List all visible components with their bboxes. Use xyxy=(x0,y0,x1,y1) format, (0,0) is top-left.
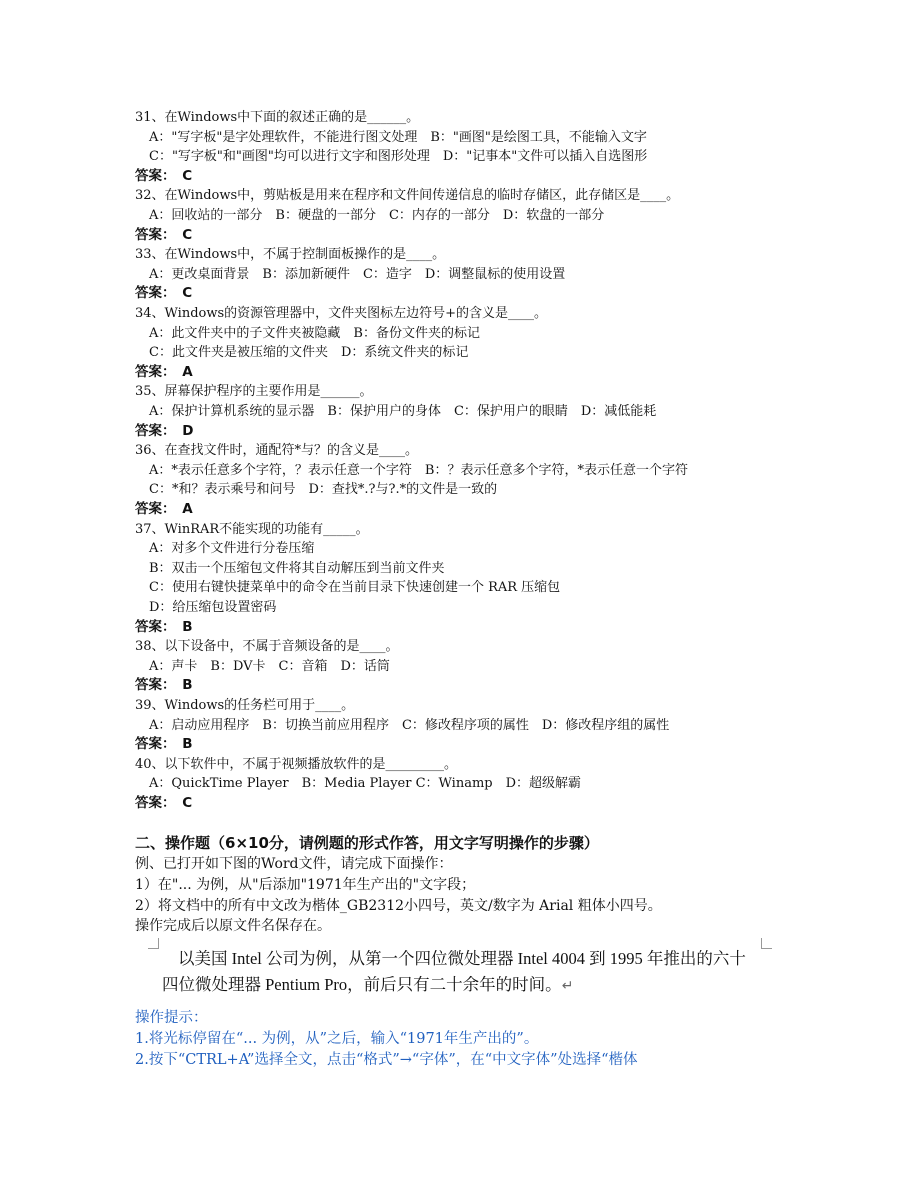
answer-line: 答案： C xyxy=(135,285,193,302)
option-line: A：更改桌面背景 B：添加新硬件 C：造字 D：调整鼠标的使用设置 xyxy=(149,266,566,282)
option-line: A：启动应用程序 B：切换当前应用程序 C：修改程序项的属性 D：修改程序组的属性 xyxy=(149,717,670,733)
option-line: A：回收站的一部分 B：硬盘的一部分 C：内存的一部分 D：软盘的一部分 xyxy=(149,208,605,223)
option-line: A：声卡 B：DV卡 C：音箱 D：话筒 xyxy=(149,658,390,674)
hint-line-1: 1.将光标停留在“... 为例，从”之后，输入“1971年生产出的”。 xyxy=(135,1031,539,1047)
option-line: A：此文件夹中的子文件夹被隐藏 B：备份文件夹的标记 xyxy=(149,325,480,341)
question-39: 39、Windows的任务栏可用于____。 xyxy=(135,698,355,713)
answer-line: 答案： A xyxy=(135,501,193,517)
paragraph-mark-icon: ↵ xyxy=(561,979,574,994)
option-line: A："写字板"是字处理软件，不能进行图文处理 B："画图"是绘图工具，不能输入文字 xyxy=(149,129,647,145)
question-38: 38、以下设备中，不属于音频设备的是____。 xyxy=(135,639,399,655)
question-37: 37、WinRAR不能实现的功能有_____。 xyxy=(135,521,369,537)
answer-line: 答案： C xyxy=(135,226,193,243)
answer-line: 答案： B xyxy=(135,618,193,635)
hint-line-2: 2.按下“CTRL+A”选择全文，点击“格式”→“字体”，在“中文字体”处选择“楷体 xyxy=(135,1052,638,1068)
option-line: A：保护计算机系统的显示器 B：保护用户的身体 C：保护用户的眼睛 D：减低能耗 xyxy=(149,404,657,419)
save-note: 操作完成后以原文件名保存在。 xyxy=(135,918,331,934)
section-title: 二、操作题（6×10分，请例题的形式作答，用文字写明操作的步骤） xyxy=(135,834,599,852)
option-line: C：此文件夹是被压缩的文件夹 D：系统文件夹的标记 xyxy=(149,345,469,361)
answer-line: 答案： C xyxy=(135,167,193,184)
option-line: D：给压缩包设置密码 xyxy=(149,600,277,615)
answer-line: 答案： D xyxy=(135,422,194,439)
question-32: 32、在Windows中，剪贴板是用来在程序和文件间传递信息的临时存储区，此存储区是____。 xyxy=(135,188,680,204)
sample-text: 以美国 Intel 公司为例，从第一个四位微处理器 Intel 4004 到 1995 年推出的六十四位微处理器 Pentium Pro，前后只有二十余年的时间。 xyxy=(162,949,746,994)
word-document-sample xyxy=(148,938,772,998)
question-35: 35、屏幕保护程序的主要作用是______。 xyxy=(135,384,373,400)
sample-paragraph xyxy=(162,946,762,1000)
margin-corner-left xyxy=(148,938,159,949)
option-line: A：*表示任意多个字符，？表示任意一个字符 B：？表示任意多个字符，*表示任意一个字符 xyxy=(149,462,688,478)
option-line: C：使用右键快捷菜单中的命令在当前目录下快速创建一个 RAR 压缩包 xyxy=(149,580,561,596)
question-34: 34、Windows的资源管理器中，文件夹图标左边符号+的含义是____。 xyxy=(135,306,548,321)
answer-line: 答案： B xyxy=(135,736,193,753)
step-1: 1）在"... 为例，从"后添加"1971年生产出的"文字段； xyxy=(135,877,476,893)
option-line: B：双击一个压缩包文件将其自动解压到当前文件夹 xyxy=(149,560,445,576)
hint-title: 操作提示： xyxy=(135,1010,208,1026)
answer-line: 答案： B xyxy=(135,677,193,694)
option-line: A：对多个文件进行分卷压缩 xyxy=(149,541,315,557)
question-33: 33、在Windows中，不属于控制面板操作的是____。 xyxy=(135,247,446,263)
option-line: A：QuickTime Player B：Media Player C：Winamp D：超级解霸 xyxy=(149,776,582,792)
question-36: 36、在查找文件时，通配符*与？的含义是____。 xyxy=(135,443,419,459)
option-line: C：*和？表示乘号和问号 D：查找*.?与?.*的文件是一致的 xyxy=(149,482,498,498)
example-intro: 例、已打开如下图的Word文件，请完成下面操作： xyxy=(135,856,453,872)
option-line: C："写字板"和"画图"均可以进行文字和图形处理 D："记事本"文件可以插入自选图形 xyxy=(149,149,648,165)
question-40: 40、以下软件中，不属于视频播放软件的是_________。 xyxy=(135,756,458,772)
answer-line: 答案： C xyxy=(135,795,193,811)
answer-line: 答案： A xyxy=(135,363,193,380)
question-31: 31、在Windows中下面的叙述正确的是______。 xyxy=(135,110,420,125)
step-2: 2）将文档中的所有中文改为楷体_GB2312小四号，英文/数字为 Arial 粗体小四号。 xyxy=(135,898,662,914)
margin-corner-right xyxy=(761,938,772,949)
